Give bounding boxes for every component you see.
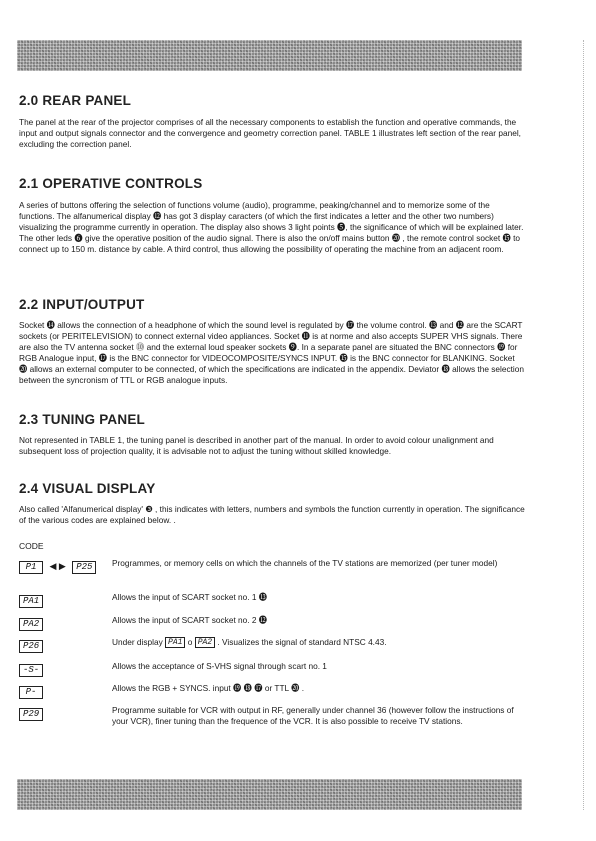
code-cell [19, 635, 43, 653]
section-text-operative-controls: A series of buttons offering the selection of functions volume (audio), programme, peaking/channel and to memorize some of the functions. The alfanumerical display ⓬ has got 3 display caracters (of which the first indicates a letter and the other two numbers) visualizing the programme currently in operation. The display also shows 3 light points ❺, the significance of which will be explained later. The other leds ❻ give the operative position of the audio signal. There is also the on/off mains button ⓴ , the remote control socket ⓯ to connect up to 150 m. distance by cable. A third control, thus allowing the possibility of operating the machine from an adjacent room. [19, 200, 524, 255]
section-title-input-output: 2.2 INPUT/OUTPUT [19, 297, 145, 312]
arrow-left-right-icon: ◀ ▶ [49, 561, 66, 571]
code-description: Programme suitable for VCR with output in RF, generally under channel 36 (however follow the instructions of your VCR), finer tuning than the frequence of the VCR. It is also possible to receive TV stations. [112, 705, 514, 727]
code-description-text: o [187, 637, 193, 647]
code-description: Allows the input of SCART socket no. 1 ⓭ [112, 592, 268, 602]
section-title-rear-panel: 2.0 REAR PANEL [19, 93, 132, 108]
display-code: P25 [72, 561, 96, 574]
decorative-footer-band [17, 779, 522, 810]
code-description: Allows the acceptance of S-VHS signal through scart no. 1 [112, 661, 327, 671]
code-cell [19, 556, 96, 574]
inline-display-code: PA1 [165, 637, 185, 648]
display-code: PA1 [19, 595, 43, 608]
section-text-rear-panel: The panel at the rear of the projector comprises of all the necessary components to establish the function and operative commands, the input and output signals connector and the convergence and geometry correction panel. TABLE 1 illustrates left section of the rear panel, excluding the correction panel. [19, 117, 521, 150]
code-description-text: . Visualizes the signal of standard NTSC 4.43. [217, 637, 387, 647]
section-text-input-output: Socket ⓮ allows the connection of a headphone of which the sound level is regulated by ⓱ the volume control. ⓭ and ⓬ are the SCART sockets (or PERITELEVISION) to connect external video appliances. Socket ⓫ is at norme and also accepts SUPER VHS signals. There are also the TV antenna socket ⓾ and the external loud speaker sockets ❾. In a separate panel are situated the BNC connectors ⓳ for RGB Analogue input, ⓱ is the BNC connector for VIDEOCOMPOSITE/SYNCS INPUT. ⓯ is the BNC connector for BLANKING. Socket ⓴ allows an external computer to be connected, of which the specifications are indicated in the appendix. Deviator ⓲ allows the selection between the syncronism of TTL or RGB analogue inputs. [19, 320, 525, 386]
page-edge-line [583, 40, 584, 810]
display-code: P- [19, 686, 43, 699]
display-code: P1 [19, 561, 43, 574]
section-text-visual-display: Also called 'Alfanumerical display' ❸ , this indicates with letters, numbers and symbols the function currently in operation. The significance of the various codes are explained below. . [19, 504, 525, 526]
display-code: P29 [19, 708, 43, 721]
section-title-visual-display: 2.4 VISUAL DISPLAY [19, 481, 156, 496]
section-title-operative-controls: 2.1 OPERATIVE CONTROLS [19, 176, 203, 191]
display-code: PA2 [19, 618, 43, 631]
code-cell [19, 659, 43, 677]
code-description-text: Under display [112, 637, 163, 647]
code-description: Allows the input of SCART socket no. 2 ⓬ [112, 615, 268, 625]
decorative-header-band [17, 40, 522, 71]
code-description: Programmes, or memory cells on which the channels of the TV stations are memorized (per tuner model) [112, 558, 498, 568]
code-description [112, 637, 525, 648]
inline-display-code: PA2 [195, 637, 215, 648]
display-code: -S- [19, 664, 43, 677]
code-cell [19, 703, 43, 721]
code-description: Allows the RGB + SYNCS. input ⓳ ⓲ ⓱ or TTL ⓴ . [112, 683, 305, 693]
code-cell [19, 590, 43, 608]
display-code: P26 [19, 640, 43, 653]
code-table-label: CODE [19, 541, 44, 551]
section-title-tuning-panel: 2.3 TUNING PANEL [19, 412, 145, 427]
code-cell [19, 681, 43, 699]
code-cell [19, 613, 43, 631]
section-text-tuning-panel: Not represented in TABLE 1, the tuning panel is described in another part of the manual. In order to avoid colour unalignment and subsequent loss of projection quality, it is advisable not to adjust the tuning without skilled knowledge. [19, 435, 494, 457]
